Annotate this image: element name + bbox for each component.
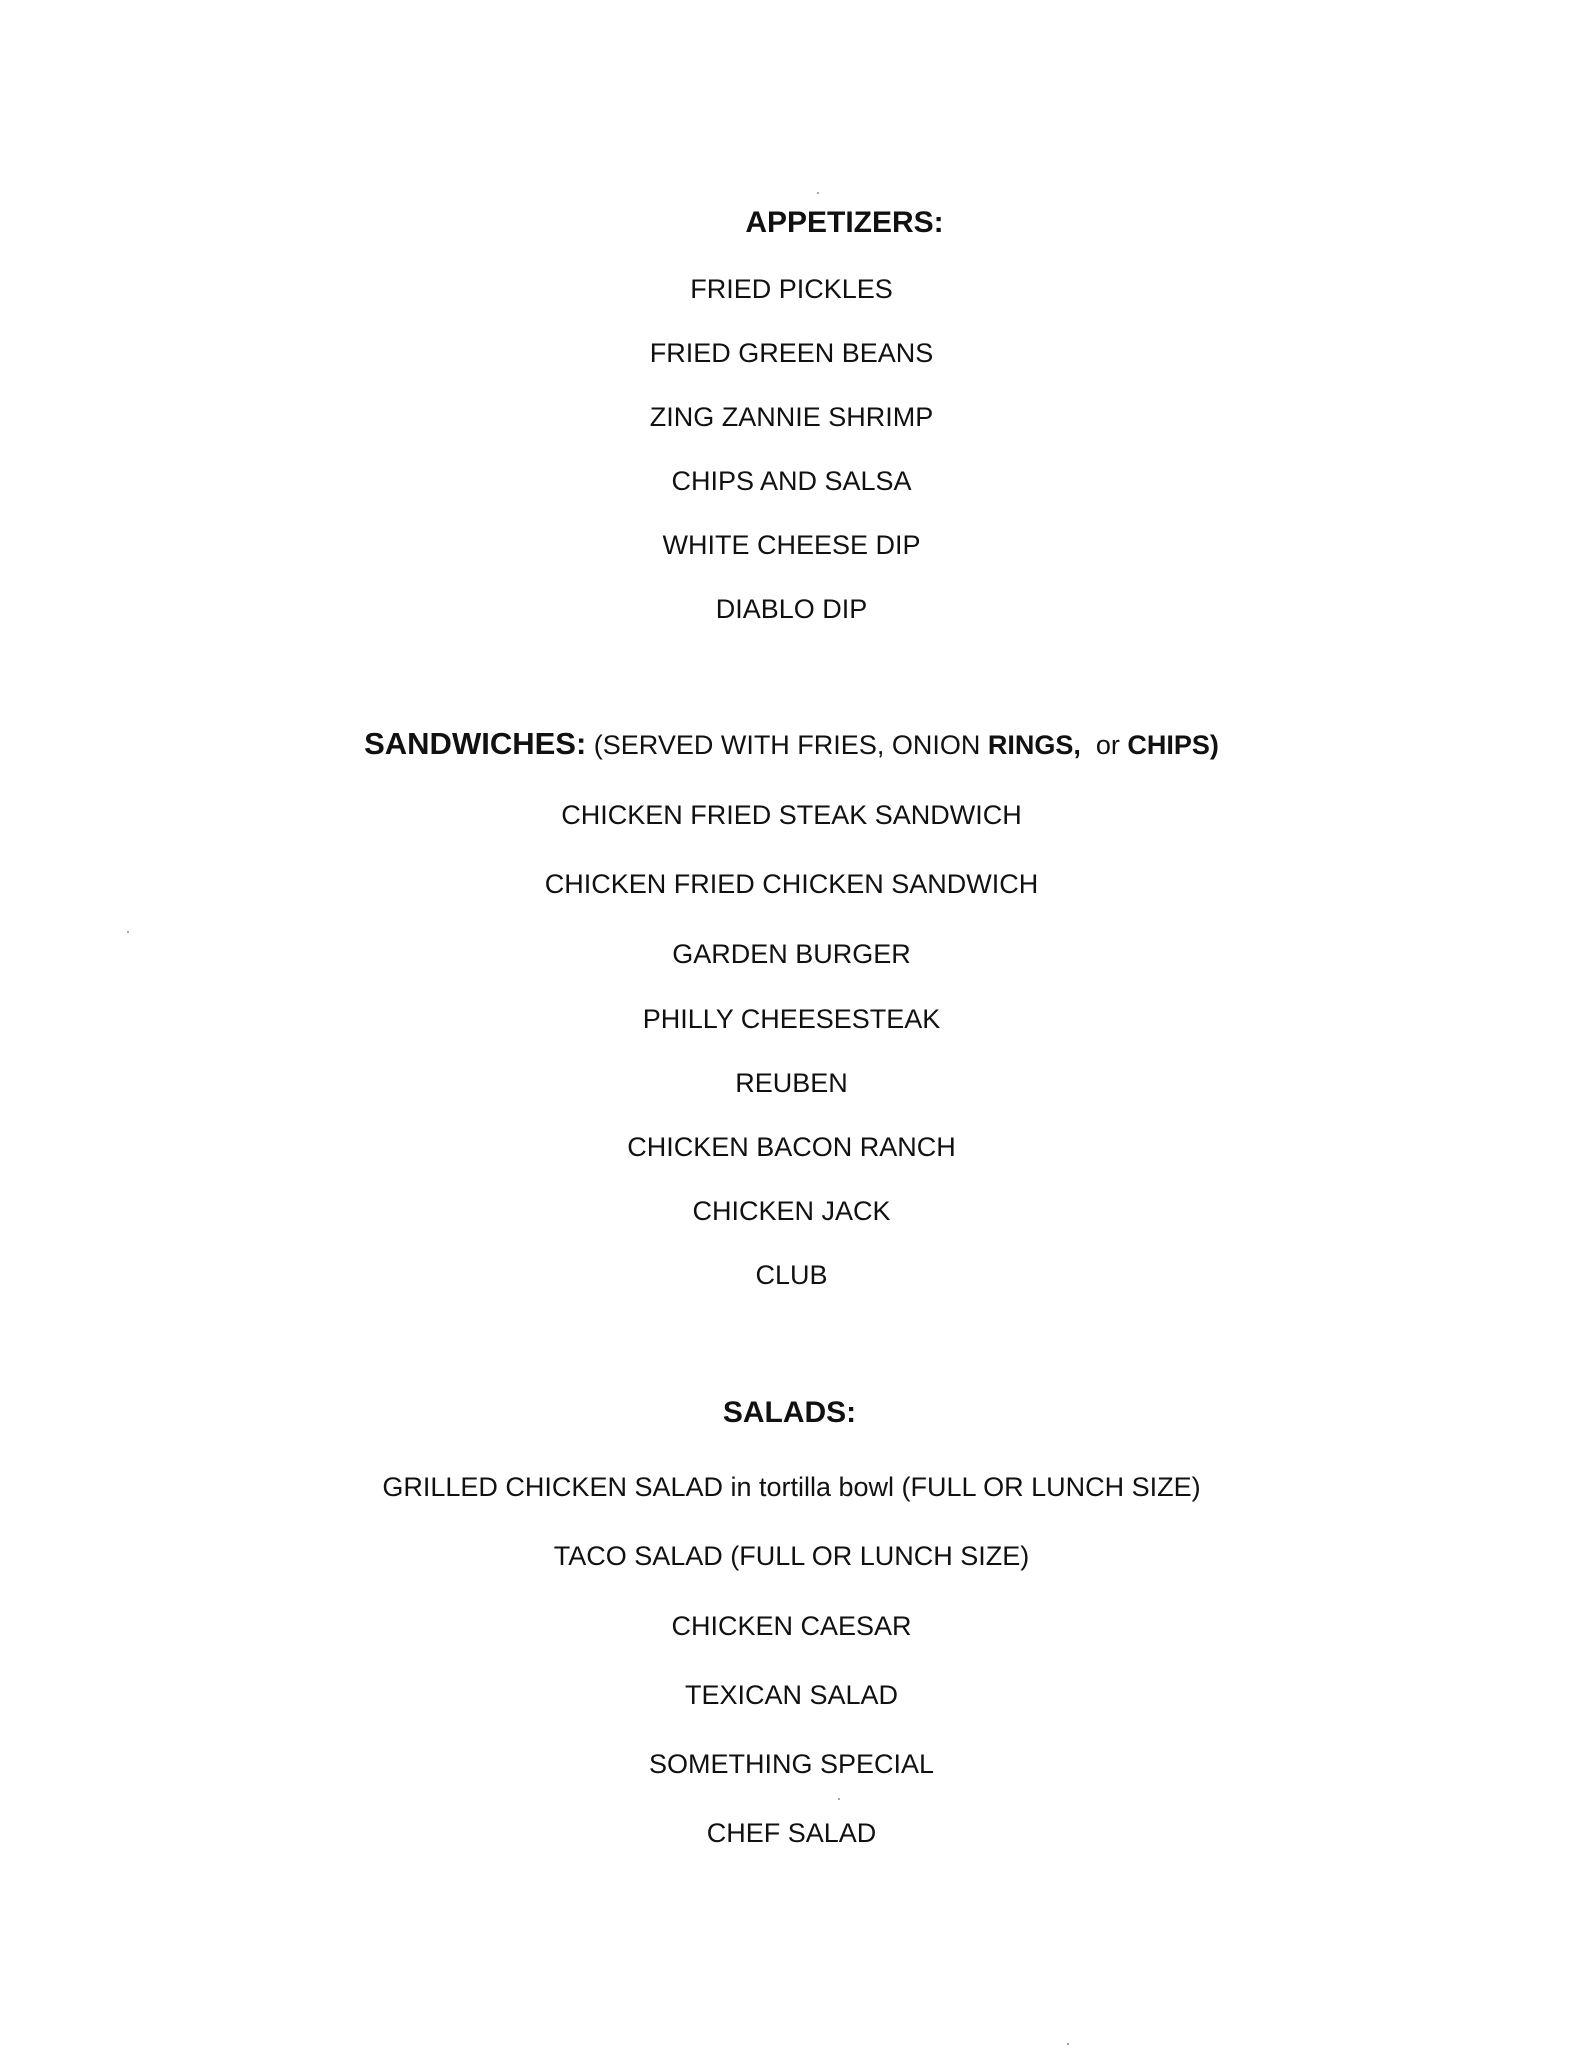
appetizer-item: CHIPS AND SALSA (671, 466, 912, 496)
appetizer-item: ZING ZANNIE SHRIMP (649, 402, 934, 432)
sandwich-item: CHICKEN BACON RANCH (627, 1132, 956, 1162)
salad-item: SOMETHING SPECIAL (648, 1749, 935, 1779)
sandwiches-note-rings: RINGS, (987, 730, 1081, 760)
salad-item: TACO SALAD (FULL OR LUNCH SIZE) (553, 1541, 1030, 1571)
salad-item: TEXICAN SALAD (684, 1680, 899, 1710)
sandwiches-note-or: or (1080, 730, 1128, 760)
sandwich-item: CHICKEN FRIED CHICKEN SANDWICH (544, 869, 1039, 899)
sandwich-item: CHICKEN JACK (692, 1196, 891, 1226)
sandwich-item: PHILLY CHEESESTEAK (642, 1004, 941, 1034)
appetizer-item: WHITE CHEESE DIP (662, 530, 921, 560)
salad-item: CHICKEN CAESAR (671, 1611, 912, 1641)
scan-speck (838, 1798, 840, 1800)
scan-speck (127, 931, 129, 933)
salad-item: CHEF SALAD (706, 1818, 877, 1848)
appetizer-item: FRIED PICKLES (690, 274, 893, 304)
appetizer-item: DIABLO DIP (715, 594, 868, 624)
scan-speck (1067, 2043, 1069, 2045)
appetizer-item: FRIED GREEN BEANS (649, 338, 934, 368)
sandwich-item: CHICKEN FRIED STEAK SANDWICH (561, 800, 1022, 830)
appetizers-heading: APPETIZERS: (745, 206, 944, 239)
salad-item: GRILLED CHICKEN SALAD in tortilla bowl (FULL OR LUNCH SIZE) (382, 1472, 1201, 1502)
sandwiches-note-chips: CHIPS) (1127, 730, 1219, 760)
scan-speck (817, 192, 819, 194)
sandwiches-heading (0, 728, 1583, 759)
sandwich-item: REUBEN (735, 1068, 848, 1098)
sandwiches-title: SANDWICHES: (364, 726, 587, 761)
salads-heading: SALADS: (722, 1396, 857, 1429)
sandwiches-note-open: (SERVED WITH FRIES, ONION (593, 730, 988, 760)
sandwich-item: CLUB (755, 1260, 828, 1290)
sandwich-item: GARDEN BURGER (672, 939, 911, 969)
